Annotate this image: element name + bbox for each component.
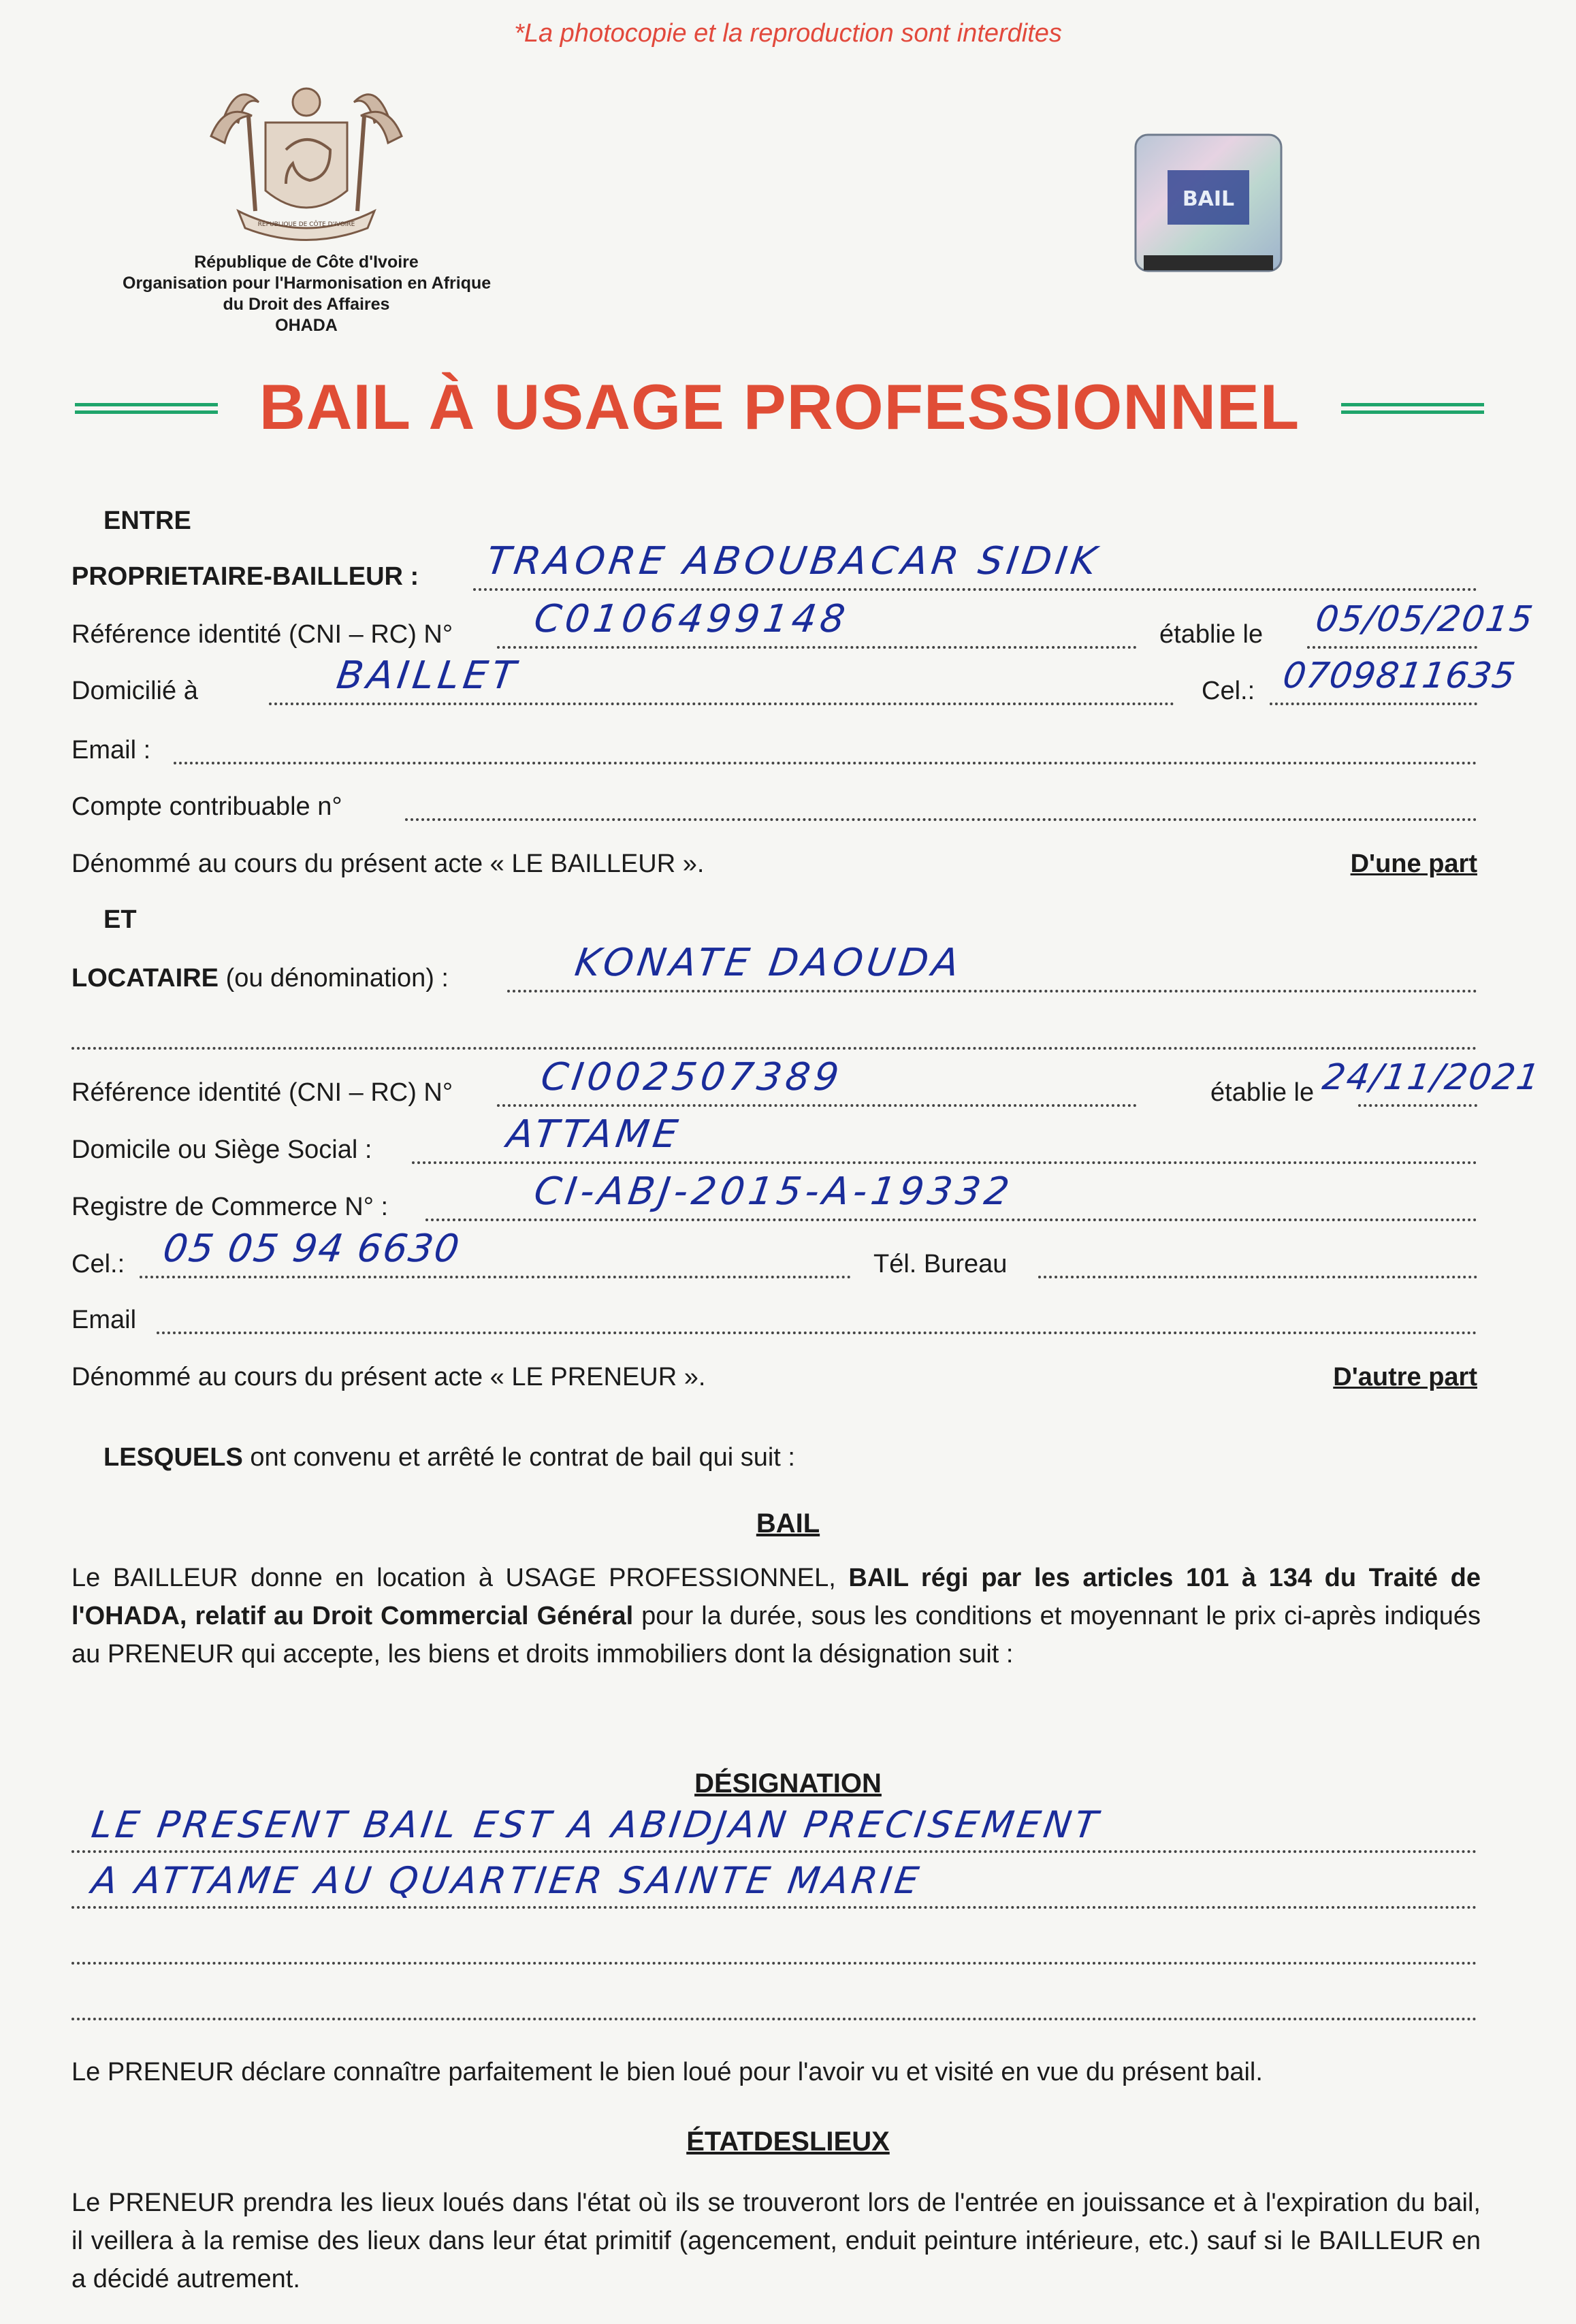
tenant-domicile-row <box>71 1112 1477 1168</box>
tenant-denomme-text: Dénommé au cours du présent acte « LE PRENEUR ». <box>71 1363 706 1391</box>
tenant-label: (ou dénomination) : <box>219 964 449 992</box>
owner-email-label: Email : <box>71 736 151 764</box>
owner-ref-row <box>71 597 1537 653</box>
emblem-banner-text: RÉPUBLIQUE DE CÔTE D'IVOIRE <box>257 221 355 228</box>
org-line-country: République de Côte d'Ivoire <box>194 253 419 272</box>
tenant-email-label: Email <box>71 1306 137 1334</box>
owner-cel-handwritten-value: 0709811635 <box>1280 656 1519 696</box>
tenant-label-bold: LOCATAIRE <box>71 964 219 992</box>
tenant-ref-row <box>71 1055 1543 1111</box>
copy-warning: *La photocopie et la reproduction sont interdites <box>514 19 1062 48</box>
designation-handwritten-2: A ATTAME AU QUARTIER SAINTE MARIE <box>89 1859 925 1902</box>
designation-heading: DÉSIGNATION <box>694 1769 882 1798</box>
designation-line-4 <box>71 1988 1477 2024</box>
owner-domicile-label: Domicilié à <box>71 677 198 705</box>
org-line-acronym: OHADA <box>275 316 338 335</box>
tenant-part-label: D'autre part <box>1333 1363 1477 1391</box>
tenant-denomme-row <box>71 1359 1477 1395</box>
owner-denomme-text: Dénommé au cours du présent acte « LE BAILLEUR ». <box>71 850 705 878</box>
bail-para-bold: BAIL régi par les articles 101 à 134 du Traité de l'OHADA, relatif au Droit Commercial Général <box>71 1564 1481 1630</box>
tenant-cel-row <box>71 1227 1477 1282</box>
tenant-ref-handwritten-value: CI002507389 <box>538 1055 846 1099</box>
org-line-name: Organisation pour l'Harmonisation en Afrique <box>123 274 492 293</box>
tenant-registre-handwritten-value: CI-ABJ-2015-A-19332 <box>531 1169 1016 1214</box>
tenant-domicile-label: Domicile ou Siège Social : <box>71 1135 372 1164</box>
bail-para-part3: pour la durée, sous les conditions et moyennant le prix ci-après indiqués au PRENEUR qui accepte, les biens et droits immobiliers dont la désignation suit : <box>71 1602 1481 1668</box>
lesquels-text: ont convenu et arrêté le contrat de bail qui suit : <box>242 1443 795 1472</box>
owner-compte-label: Compte contribuable n° <box>71 792 342 821</box>
bail-heading: BAIL <box>756 1508 820 1538</box>
tenant-registre-row <box>71 1169 1477 1225</box>
tenant-cel-handwritten-value: 05 05 94 6630 <box>160 1227 464 1271</box>
owner-ref-label: Référence identité (CNI – RC) N° <box>71 620 453 649</box>
security-hologram-sticker <box>1130 129 1287 286</box>
preneur-declare-text: Le PRENEUR déclare connaître parfaitement le bien loué pour l'avoir vu et visité en vue du présent bail. <box>71 2058 1263 2086</box>
tenant-domicile-handwritten-value: ATTAME <box>504 1112 685 1157</box>
tenant-extra-row <box>71 1017 1477 1054</box>
organization-block <box>123 252 490 336</box>
owner-etablie-label: établie le <box>1159 620 1264 649</box>
designation-line-2 <box>71 1859 1477 1913</box>
lesquels-bold: LESQUELS <box>103 1443 243 1472</box>
owner-label: PROPRIETAIRE-BAILLEUR : <box>71 562 419 591</box>
document-title: BAIL À USAGE PROFESSIONNEL <box>259 371 1300 442</box>
owner-domicile-handwritten-value: BAILLET <box>334 653 522 698</box>
designation-line-3 <box>71 1932 1477 1969</box>
title-rule-right <box>1341 403 1484 414</box>
owner-handwritten-value: TRAORE ABOUBACAR SIDIK <box>483 539 1104 583</box>
owner-ref-handwritten-value: C0106499148 <box>531 597 852 641</box>
owner-denomme-row <box>71 845 1477 882</box>
tenant-ref-label: Référence identité (CNI – RC) N° <box>71 1078 453 1107</box>
coat-of-arms-emblem <box>184 75 429 252</box>
owner-etablie-handwritten-value: 05/05/2015 <box>1313 599 1537 640</box>
owner-email-row <box>71 732 1477 769</box>
bail-paragraph <box>71 1559 1481 1673</box>
lesquels-row <box>103 1439 1509 1476</box>
owner-row <box>71 539 1477 595</box>
title-bar <box>75 368 1484 449</box>
sticker-label: BAIL <box>1182 187 1235 211</box>
tenant-email-row <box>71 1302 1477 1338</box>
tenant-etablie-handwritten-value: 24/11/2021 <box>1319 1057 1543 1098</box>
tenant-tel-label: Tél. Bureau <box>873 1250 1008 1278</box>
org-line-name-2: du Droit des Affaires <box>223 295 390 314</box>
owner-compte-row <box>71 788 1477 825</box>
title-rule-left <box>75 403 218 414</box>
bail-para-part1: Le BAILLEUR donne en location à USAGE PROFESSIONNEL, <box>71 1564 849 1592</box>
tenant-handwritten-value: KONATE DAOUDA <box>572 941 966 985</box>
owner-part-label: D'une part <box>1350 850 1477 878</box>
tenant-cel-label: Cel.: <box>71 1250 125 1278</box>
tenant-row <box>71 941 1477 997</box>
designation-handwritten-1: LE PRESENT BAIL EST A ABIDJAN PRECISEMENT <box>89 1803 1104 1846</box>
tenant-etablie-label: établie le <box>1210 1078 1315 1107</box>
etat-paragraph: Le PRENEUR prendra les lieux loués dans l'état où ils se trouveront lors de l'entrée en jouissance et à l'expiration du bail, il veillera à la remise des lieux dans leur état primitif (agencement, enduit peinture intérieure, etc.) sauf si le BAILLEUR en a décidé autrement. <box>71 2189 1481 2293</box>
designation-line-1 <box>71 1803 1477 1857</box>
owner-domicile-row <box>71 653 1519 709</box>
entre-label: ENTRE <box>103 506 191 535</box>
et-label: ET <box>103 905 137 934</box>
etat-heading: ÉTATDESLIEUX <box>686 2127 890 2157</box>
owner-cel-label: Cel.: <box>1202 677 1255 705</box>
tenant-registre-label: Registre de Commerce N° : <box>71 1193 388 1221</box>
